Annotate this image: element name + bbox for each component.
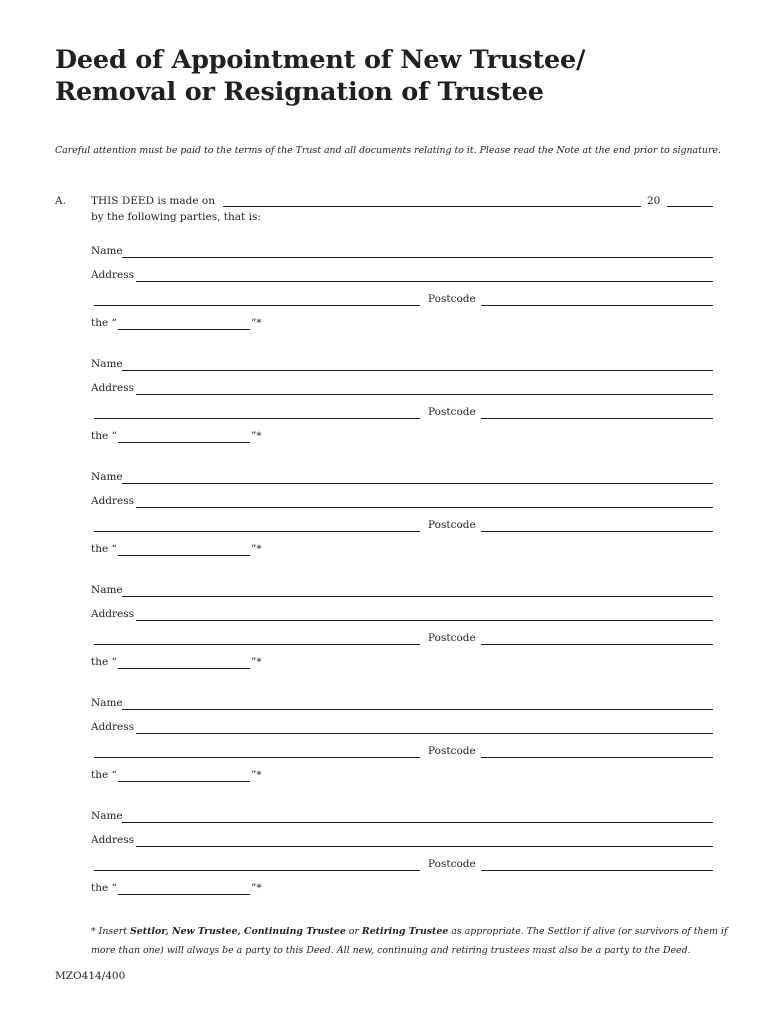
role-field[interactable] [118,329,250,330]
role-field[interactable] [118,555,250,556]
parties-label: by the following parties, that is: [91,211,261,223]
role-close-quote: ”* [251,543,262,555]
name-field[interactable] [122,370,713,371]
footnote-or: or [345,926,362,937]
role-field[interactable] [118,668,250,669]
name-field[interactable] [122,483,713,484]
postcode-field[interactable] [481,644,713,645]
address-field[interactable] [136,281,713,282]
postcode-label: Postcode [428,632,476,644]
postcode-label: Postcode [428,858,476,870]
address-label: Address [91,495,135,507]
intro-instructions: Careful attention must be paid to the terms of the Trust and all documents relating to it. Please read the Note at the end prior to signature. [55,145,721,156]
name-field[interactable] [122,257,713,258]
postcode-field[interactable] [481,870,713,871]
name-field[interactable] [122,596,713,597]
postcode-field[interactable] [481,418,713,419]
address-label: Address [91,834,135,846]
name-label: Name [91,697,123,709]
address-line-2-field[interactable] [94,644,420,645]
name-field[interactable] [122,709,713,710]
postcode-field[interactable] [481,531,713,532]
role-open-quote: the “ [91,430,117,442]
postcode-label: Postcode [428,406,476,418]
name-label: Name [91,245,123,257]
postcode-label: Postcode [428,745,476,757]
role-close-quote: ”* [251,882,262,894]
address-label: Address [91,269,135,281]
name-label: Name [91,358,123,370]
role-close-quote: ”* [251,430,262,442]
postcode-field[interactable] [481,305,713,306]
role-field[interactable] [118,442,250,443]
document-title [55,44,585,108]
address-label: Address [91,382,135,394]
year-prefix: 20 [647,195,661,207]
role-open-quote: the “ [91,317,117,329]
footnote [91,922,731,960]
section-a-marker: A. [55,195,66,207]
name-label: Name [91,471,123,483]
name-label: Name [91,810,123,822]
role-close-quote: ”* [251,656,262,668]
address-field[interactable] [136,394,713,395]
deed-year-field[interactable] [667,206,713,207]
address-label: Address [91,608,135,620]
form-code: MZO414/400 [55,970,126,982]
role-field[interactable] [118,894,250,895]
role-open-quote: the “ [91,656,117,668]
role-open-quote: the “ [91,543,117,555]
footnote-retiring-role: Retiring Trustee [361,926,449,937]
postcode-label: Postcode [428,519,476,531]
deed-made-on-label: THIS DEED is made on [91,195,216,207]
address-line-2-field[interactable] [94,531,420,532]
address-field[interactable] [136,733,713,734]
address-line-2-field[interactable] [94,305,420,306]
address-line-2-field[interactable] [94,870,420,871]
address-field[interactable] [136,846,713,847]
postcode-field[interactable] [481,757,713,758]
deed-date-field[interactable] [223,206,641,207]
name-label: Name [91,584,123,596]
address-label: Address [91,721,135,733]
role-close-quote: ”* [251,317,262,329]
footnote-prefix: * Insert [91,926,130,937]
footnote-roles: Settlor, New Trustee, Continuing Trustee [130,926,346,937]
footnote-rest: as appropriate. The Settlor if alive (or survivors of them if more than one) will always be a party to this Deed. All new, continuing and retiring trustees must also be a party to the Deed. [91,926,728,956]
postcode-label: Postcode [428,293,476,305]
document-title-line-2: Removal or Resignation of Trustee [55,77,544,107]
name-field[interactable] [122,822,713,823]
address-field[interactable] [136,507,713,508]
role-open-quote: the “ [91,882,117,894]
address-line-2-field[interactable] [94,757,420,758]
address-field[interactable] [136,620,713,621]
role-field[interactable] [118,781,250,782]
role-close-quote: ”* [251,769,262,781]
document-title-line-1: Deed of Appointment of New Trustee/ [55,45,586,75]
address-line-2-field[interactable] [94,418,420,419]
role-open-quote: the “ [91,769,117,781]
